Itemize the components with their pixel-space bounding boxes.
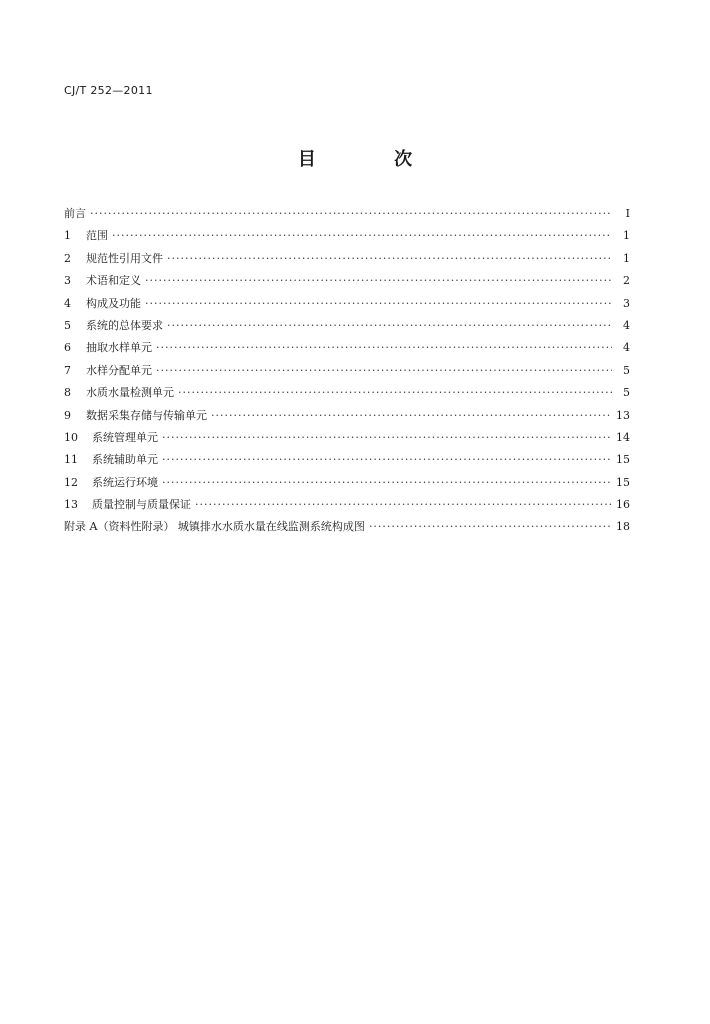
toc-entry-page: 13 (616, 408, 630, 422)
toc-entry-number: 11 (64, 453, 78, 467)
toc-entry-11[interactable] (64, 449, 630, 471)
toc-entry-10[interactable] (64, 427, 630, 449)
toc-entry-9[interactable] (64, 405, 630, 427)
toc-entry-label: 水质水量检测单元 (86, 386, 174, 400)
toc-entry-annex-a[interactable] (64, 516, 630, 538)
toc-entry-5[interactable] (64, 315, 630, 337)
toc-entry-number: 4 (64, 296, 71, 310)
toc-entry-label: 水样分配单元 (86, 363, 152, 377)
toc-entry-label: 系统管理单元 (92, 430, 158, 444)
toc-entry-page: 15 (616, 453, 630, 467)
toc-entry-label: 术语和定义 (86, 274, 141, 288)
leader-dots (162, 449, 612, 471)
toc-entry-label: 系统运行环境 (92, 475, 158, 489)
toc-entry-7[interactable] (64, 360, 630, 382)
toc-entry-1[interactable] (64, 225, 630, 247)
toc-entry-page: 3 (623, 296, 630, 310)
toc-entry-label: 附录 A（资料性附录） 城镇排水水质水量在线监测系统构成图 (64, 520, 365, 534)
leader-dots (195, 494, 612, 516)
toc-entry-2[interactable] (64, 248, 630, 270)
toc-entry-3[interactable] (64, 270, 630, 292)
toc-entry-label: 质量控制与质量保证 (92, 498, 191, 512)
leader-dots (211, 405, 612, 427)
toc-entry-page: 16 (616, 498, 630, 512)
leader-dots (112, 225, 612, 247)
leader-dots (162, 472, 612, 494)
toc-entry-label: 构成及功能 (86, 296, 141, 310)
toc-entry-page: 1 (623, 229, 630, 243)
leader-dots (145, 270, 612, 292)
toc-entry-page: 14 (616, 430, 630, 444)
toc-entry-number: 7 (64, 363, 71, 377)
table-of-contents (64, 203, 630, 539)
leader-dots (369, 516, 612, 538)
leader-dots (156, 360, 612, 382)
leader-dots (145, 293, 612, 315)
toc-entry-page: 18 (616, 520, 630, 534)
toc-entry-number: 13 (64, 498, 78, 512)
toc-entry-page: 5 (623, 386, 630, 400)
toc-entry-label: 抽取水样单元 (86, 341, 152, 355)
toc-entry-number: 6 (64, 341, 71, 355)
toc-entry-page: 1 (623, 251, 630, 265)
leader-dots (167, 315, 612, 337)
toc-entry-page: 4 (623, 318, 630, 332)
toc-entry-4[interactable] (64, 293, 630, 315)
toc-entry-number: 2 (64, 251, 71, 265)
toc-entry-number: 3 (64, 274, 71, 288)
standard-code: CJ/T 252—2011 (64, 84, 153, 97)
toc-entry-page: 5 (623, 363, 630, 377)
leader-dots (178, 382, 612, 404)
toc-entry-label: 范围 (86, 229, 108, 243)
toc-entry-foreword[interactable] (64, 203, 630, 225)
toc-entry-label: 系统辅助单元 (92, 453, 158, 467)
toc-entry-6[interactable] (64, 337, 630, 359)
toc-entry-number: 12 (64, 475, 78, 489)
leader-dots (162, 427, 612, 449)
toc-entry-number: 8 (64, 386, 71, 400)
toc-entry-page: 15 (616, 475, 630, 489)
toc-entry-page: 4 (623, 341, 630, 355)
toc-entry-label: 规范性引用文件 (86, 251, 163, 265)
toc-entry-number: 9 (64, 408, 71, 422)
toc-entry-8[interactable] (64, 382, 630, 404)
toc-entry-12[interactable] (64, 472, 630, 494)
toc-entry-13[interactable] (64, 494, 630, 516)
toc-entry-label: 前言 (64, 207, 86, 220)
toc-entry-page: 2 (623, 274, 630, 288)
leader-dots (167, 248, 612, 270)
toc-entry-label: 数据采集存储与传输单元 (86, 408, 207, 422)
toc-entry-number: 1 (64, 229, 71, 243)
toc-entry-page: Ⅰ (625, 207, 630, 220)
page-title: 目 次 (297, 149, 449, 170)
leader-dots (156, 337, 612, 359)
toc-entry-number: 5 (64, 318, 71, 332)
toc-entry-number: 10 (64, 430, 78, 444)
toc-entry-label: 系统的总体要求 (86, 318, 163, 332)
leader-dots (90, 203, 612, 225)
